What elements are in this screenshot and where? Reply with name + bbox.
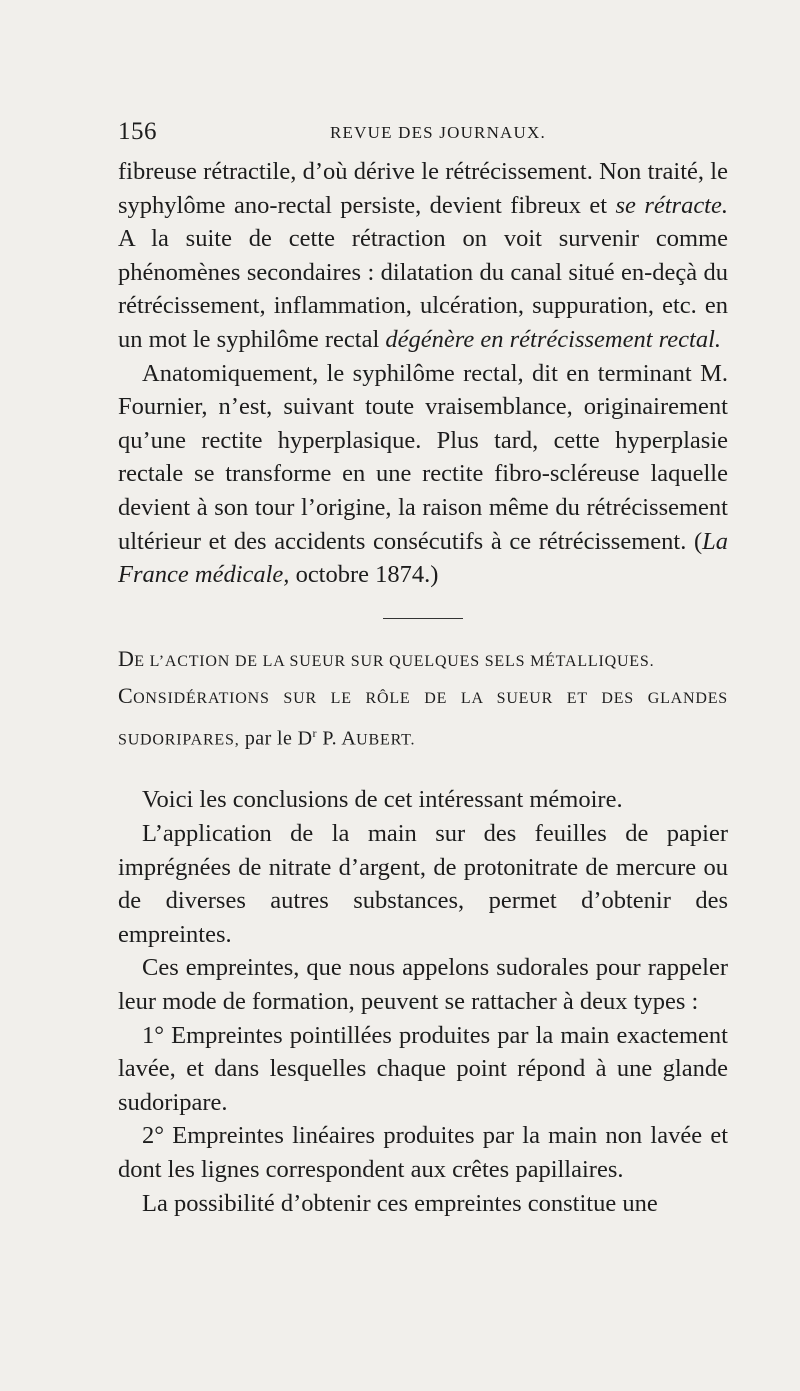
running-header: [118, 118, 728, 152]
paragraph: 2° Empreintes linéaires produites par la main non lavée et dont les lignes correspondent aux crêtes papillaires.: [118, 1122, 728, 1183]
italic-run: se rétracte.: [615, 191, 728, 219]
paragraph: 1° Empreintes pointillées produites par la main exactement lavée, et dans lesquelles chaque point répond à une glande sudoripare.: [118, 1021, 728, 1116]
text-run: fibreuse rétractile, d’où dérive le rétrécissement. Non traité, le syphylôme ano-rectal persiste, devient fibreux et: [118, 158, 728, 219]
paragraph: Voici les conclusions de cet intéressant mémoire.: [142, 786, 623, 814]
spacer: [118, 757, 728, 783]
heading-text: E L’ACTION DE LA SUEUR SUR QUELQUES SELS MÉTALLIQUES.: [134, 652, 655, 670]
italic-run: dégénère en rétrécissement rectal.: [385, 325, 722, 353]
heading-superscript: r: [312, 725, 317, 740]
heading-initial: D: [118, 645, 135, 671]
running-title: REVUE DES JOURNAUX.: [330, 123, 546, 142]
page-number: 156: [118, 118, 157, 145]
heading-text: ONSIDÉRATIONS SUR LE RÔLE DE LA SUEUR ET DES GLANDES SUDORIPARES,: [118, 689, 728, 749]
paragraph: [118, 357, 728, 592]
paragraph: [118, 155, 728, 357]
text-run: octobre 1874.): [289, 561, 439, 589]
text-run: A la suite de cette rétraction on voit survenir comme phénomènes secondaires : dilatation du canal situé en-deçà du rétrécissement, inflammation, ulcération, suppuration, etc. en un mot le syphilôme rectal: [118, 225, 728, 353]
heading-initial: C: [118, 682, 134, 708]
paragraph: L’application de la main sur des feuilles de papier imprégnées de nitrate d’argent, de protonitrate de mercure ou de diverses autres substances, permet d’obtenir des empreintes.: [118, 819, 728, 948]
author-initial: P. A: [316, 727, 357, 750]
paragraph: Ces empreintes, que nous appelons sudorales pour rappeler leur mode de formation, peuvent se rattacher à deux types :: [118, 954, 728, 1015]
text-run: Anatomiquement, le syphilôme rectal, dit en terminant M. Fournier, n’est, suivant toute vraisemblance, originairement qu’une rectite hyperplasique. Plus tard, cette hyperplasie rectale se transforme en une rectite fibro-scléreuse laquelle devient à son tour l’origine, la raison même du rétrécissement ultérieur et des accidents consécutifs à ce rétrécissement. (: [118, 359, 728, 555]
italic-run: La France médicale,: [118, 527, 728, 589]
heading-byline: par le D: [239, 727, 313, 750]
paragraph: La possibilité d’obtenir ces empreintes constitue une: [142, 1189, 658, 1217]
section-heading: [118, 642, 728, 758]
body-text: [118, 155, 728, 1220]
author-name: UBERT.: [356, 731, 416, 749]
section-divider: [383, 618, 463, 619]
